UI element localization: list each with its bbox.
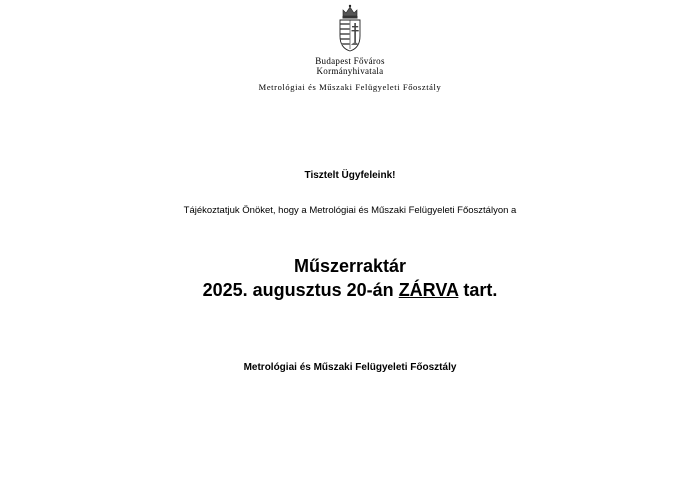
announcement-suffix: tart. (463, 280, 498, 300)
intro-text: Tájékoztatjuk Önöket, hogy a Metrológiai és Műszaki Felügyeleti Főosztályon a (183, 205, 517, 216)
letterhead (0, 4, 700, 92)
org-name-line1: Budapest Főváros (315, 56, 385, 66)
signature: Metrológiai és Műszaki Felügyeleti Főosztály (243, 362, 457, 373)
greeting: Tisztelt Ügyfeleink! (304, 170, 396, 181)
hungarian-coat-of-arms-icon (337, 4, 363, 52)
announcement-date-line (0, 278, 700, 302)
department-name: Metrológiai és Műszaki Felügyeleti Főosztály (258, 82, 442, 92)
announcement-title: Műszerraktár (293, 256, 407, 276)
announcement-date: 2025. augusztus 20-án (202, 280, 394, 300)
closed-word: ZÁRVA (398, 280, 459, 300)
org-name-line2: Kormányhivatala (316, 66, 384, 76)
announcement (0, 254, 700, 302)
